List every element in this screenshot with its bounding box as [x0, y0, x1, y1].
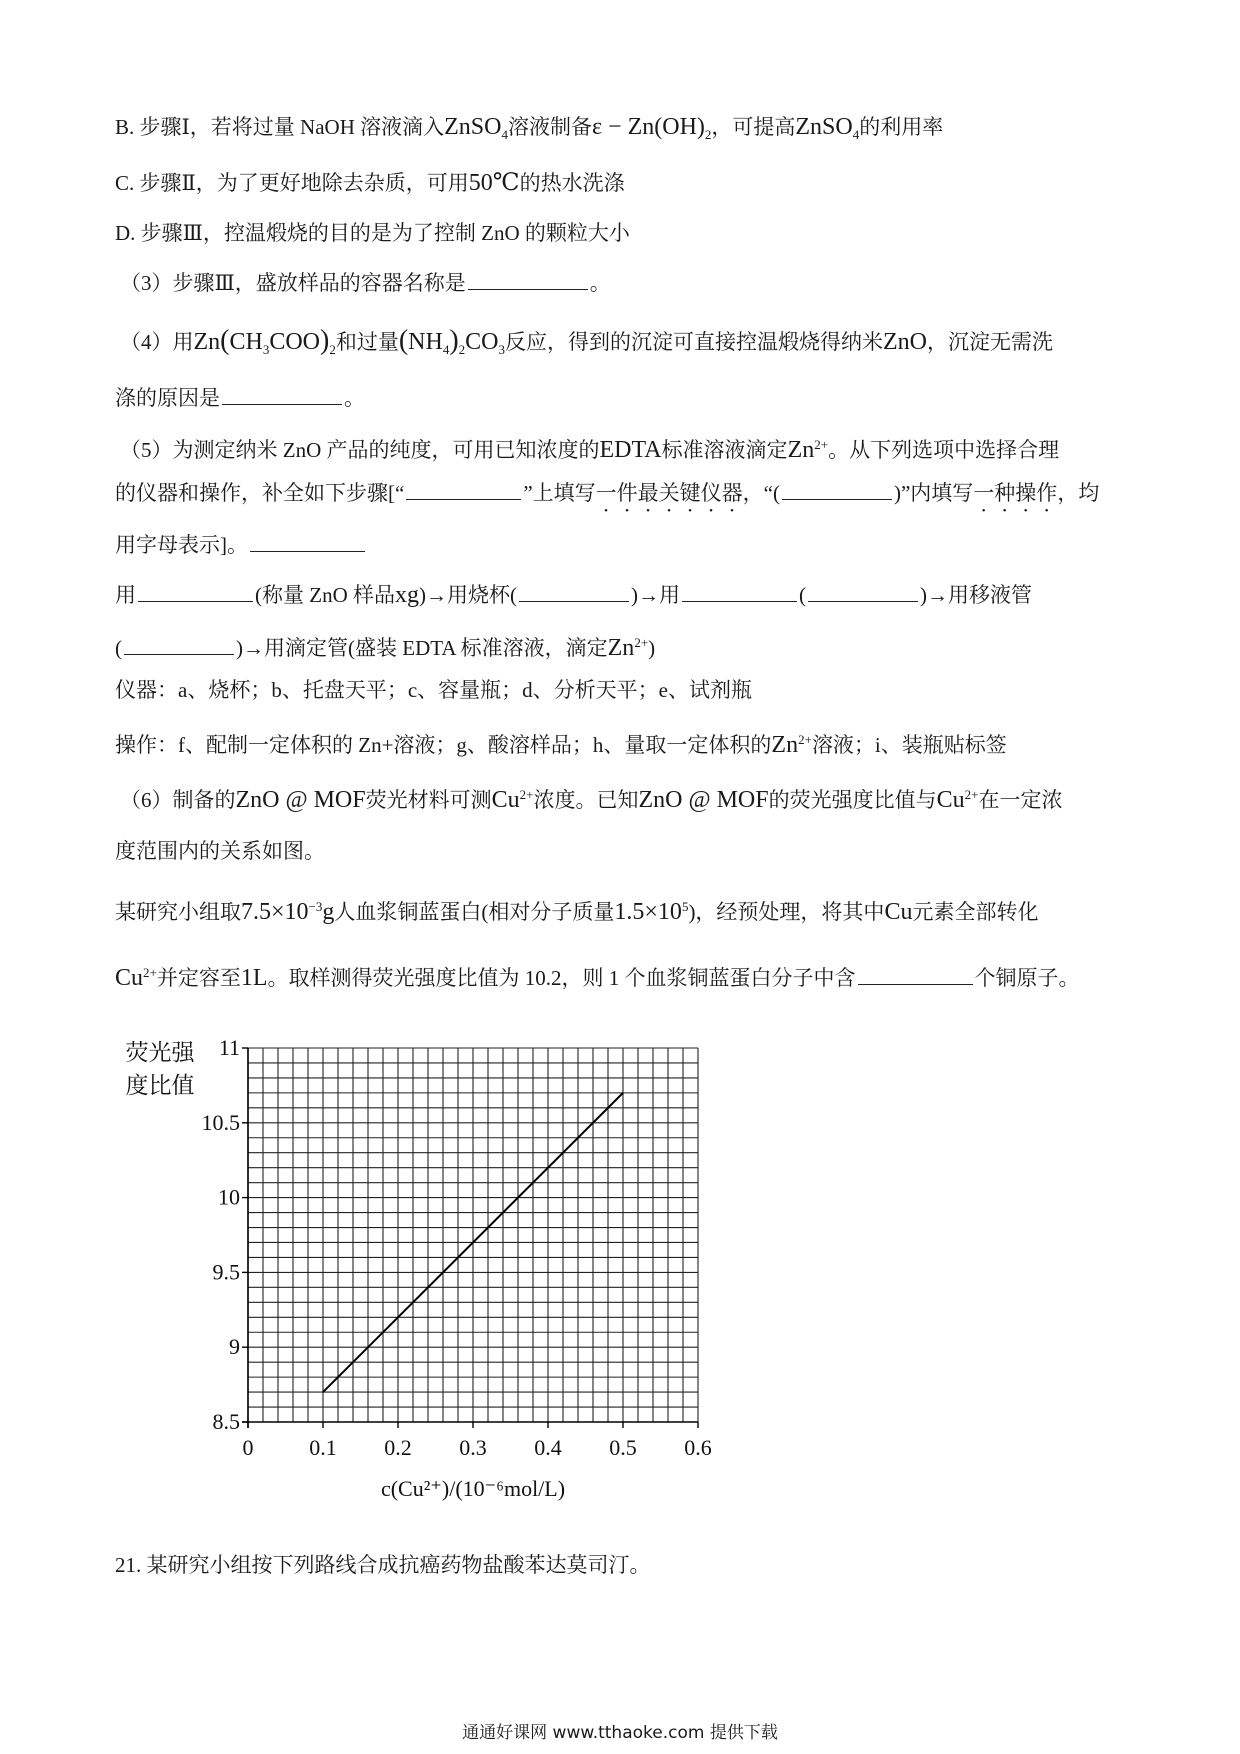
y-tick-label: 10.5	[201, 1109, 240, 1135]
step-line-2: ( )→用滴定管(盛装 EDTA 标准溶液，滴定$Zn^{2+}$)	[115, 635, 656, 661]
question-6-data: 某研究小组取$7.5\times 10^{-3}g$人血浆铜蓝蛋白(相对分子质量$1.5\times 10^5$)，经预处理，将其中Cu元素全部转化	[115, 899, 1039, 925]
answer-blank[interactable]	[222, 384, 342, 405]
instrument-list: 仪器：a、烧杯；b、托盘天平；c、容量瓶；d、分析天平；e、试剂瓶	[115, 678, 752, 702]
footer: 通通好课网 www.tthaoke.com 提供下载	[462, 1723, 778, 1743]
step-line-1: 用 (称量 ZnO 样品xg)→用烧杯( )→用 ( )→用移液管	[115, 582, 1032, 608]
option-d: D. 步骤Ⅲ，控温煅烧的目的是为了控制 ZnO 的颗粒大小	[115, 221, 630, 245]
y-tick-label: 8.5	[212, 1409, 240, 1434]
x-tick-label: 0.4	[534, 1435, 562, 1460]
operation-list: 操作：f、配制一定体积的 Zn+溶液；g、酸溶样品；h、量取一定体积的$Zn^{2+}$溶液；i、装瓶贴标签	[115, 732, 1007, 758]
question-3: （3）步骤Ⅲ，盛放样品的容器名称是 。	[120, 271, 611, 295]
answer-blank[interactable]	[682, 581, 797, 602]
answer-blank[interactable]	[138, 581, 253, 602]
question-5-cont: 的仪器和操作，补全如下步骤[“ ”上填写一件最关键仪器，“( )”内填写一种操作，均	[115, 481, 1100, 505]
question-4-cont: 涤的原因是 。	[115, 386, 365, 410]
x-tick-label: 0.6	[684, 1435, 712, 1460]
question-5: （5）为测定纳米 ZnO 产品的纯度，可用已知浓度的EDTA标准溶液滴定$Zn^{2+}$。从下列选项中选择合理	[120, 437, 1060, 463]
answer-blank[interactable]	[468, 269, 588, 290]
x-tick-label: 0.1	[309, 1435, 337, 1460]
answer-blank[interactable]	[782, 479, 892, 500]
y-tick-label: 10	[218, 1184, 240, 1210]
x-axis-label: c(Cu²⁺)/(10⁻⁶mol/L)	[380, 1476, 566, 1501]
y-tick-label: 9	[229, 1334, 240, 1360]
question-6-cont: 度范围内的关系如图。	[115, 839, 325, 863]
x-tick-label: 0.3	[459, 1435, 487, 1460]
question-6-ask: $Cu^{2+}$并定容至1L。取样测得荧光强度比值为 10.2，则 1 个血浆铜蓝蛋白分子中含 个铜原子。	[115, 965, 1080, 991]
answer-blank[interactable]	[808, 581, 918, 602]
answer-blank[interactable]	[124, 634, 234, 655]
x-tick-label: 0.2	[384, 1435, 412, 1460]
y-axis-label: 荧光强	[125, 1040, 195, 1066]
question-6: （6）制备的ZnO @ MOF荧光材料可测$Cu^{2+}$浓度。已知ZnO @ MOF的荧光强度比值与$Cu^{2+}$在一定浓	[120, 787, 1063, 813]
y-axis-label: 度比值	[125, 1073, 195, 1099]
option-b: B. 步骤Ⅰ，若将过量 NaOH 溶液滴入ZnSO$_4$溶液制备$\varepsilon - Zn(OH)_2$，可提高ZnSO$_4$的利用率	[115, 114, 944, 143]
x-tick-label: 0	[242, 1435, 254, 1460]
answer-blank[interactable]	[250, 531, 365, 552]
question-4: （4）用$Zn(CH_3COO)_2$和过量$(NH_4)_2CO_3$反应，得到的沉淀可直接控温煅烧得纳米ZnO，沉淀无需洗	[120, 325, 1054, 358]
option-c: C. 步骤Ⅱ，为了更好地除去杂质，可用50℃的热水洗涤	[115, 170, 625, 196]
calibration-chart	[100, 1020, 740, 1520]
question-5-cont2: 用字母表示]。	[115, 530, 1140, 560]
answer-blank[interactable]	[519, 581, 629, 602]
answer-blank[interactable]	[406, 479, 521, 500]
y-tick-label: 11	[218, 1035, 240, 1060]
y-tick-label: 9.5	[212, 1259, 240, 1285]
question-21: 21. 某研究小组按下列路线合成抗癌药物盐酸苯达莫司汀。	[115, 1553, 651, 1577]
x-tick-label: 0.5	[609, 1435, 637, 1460]
answer-blank[interactable]	[858, 964, 973, 985]
